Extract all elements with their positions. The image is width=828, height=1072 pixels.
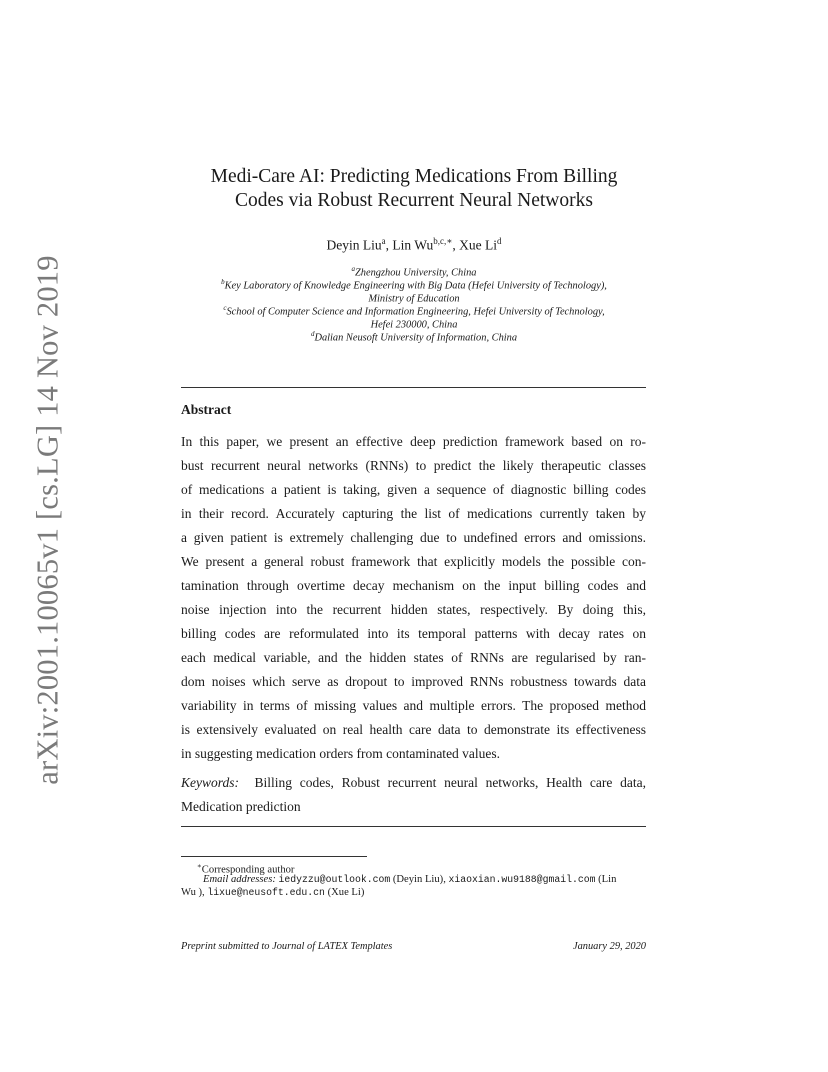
affiliation: Ministry of Education bbox=[368, 293, 460, 305]
abstract-line: noise injection into the recurrent hidden states, respectively. By doing this, bbox=[181, 602, 646, 617]
abstract-line: in their record. Accurately capturing the list of medications currently taken by bbox=[181, 506, 646, 521]
paper-title-line-1: Medi-Care AI: Predicting Medications From Billing bbox=[210, 166, 618, 187]
corresponding-author-note: ∗Corresponding author bbox=[197, 862, 295, 876]
keywords-line-2: Medication prediction bbox=[181, 799, 301, 814]
abstract-line: is extensively evaluated on real health care data to demonstrate its effectiveness bbox=[181, 722, 646, 737]
bottom-divider bbox=[181, 826, 646, 827]
email-label: Email addresses: bbox=[203, 874, 276, 885]
keywords-label: Keywords: bbox=[181, 775, 239, 790]
email-link[interactable]: iedyzzu@outlook.com bbox=[278, 874, 391, 885]
email-link[interactable]: xiaoxian.wu9188@gmail.com bbox=[448, 874, 596, 885]
abstract-line: of medications a patient is taking, given a sequence of diagnostic billing codes bbox=[181, 482, 646, 497]
top-divider bbox=[181, 387, 646, 388]
email-link[interactable]: lixue@neusoft.edu.cn bbox=[207, 887, 325, 898]
affiliation: $^c$School of Computer Science and Information Engineering, Hefei University of Technology, bbox=[223, 304, 605, 318]
footer-journal: Preprint submitted to Journal of LATEX Templates bbox=[181, 941, 393, 952]
affiliation: $^d$Dalian Neusoft University of Information, China bbox=[310, 330, 518, 344]
abstract-line: each medical variable, and the hidden states of RNNs are regularised by ran- bbox=[181, 650, 646, 665]
abstract-line: bust recurrent neural networks (RNNs) to predict the likely therapeutic classes bbox=[181, 458, 646, 473]
abstract-line: We present a general robust framework that explicitly models the possible con- bbox=[181, 554, 646, 569]
author-affil-mark: b,c,∗ bbox=[433, 236, 453, 246]
abstract-line: a given patient is extremely challenging due to undefined errors and omissions. bbox=[181, 530, 646, 545]
affiliation: $^b$Key Laboratory of Knowledge Engineering with Big Data (Hefei University of Technology), bbox=[221, 278, 607, 292]
abstract-line: variability in terms of missing values and multiple errors. The proposed method bbox=[181, 698, 646, 713]
abstract-line: In this paper, we present an effective deep prediction framework based on ro- bbox=[181, 434, 646, 449]
footnote-rule bbox=[181, 856, 367, 857]
keywords-line bbox=[181, 771, 646, 795]
author-affil-mark: d bbox=[496, 236, 502, 246]
email-addresses: Email addresses: iedyzzu@outlook.com (Deyin Liu), xiaoxian.wu9188@gmail.com (Lin bbox=[203, 874, 617, 885]
affiliation: Hefei 230000, China bbox=[370, 319, 458, 331]
abstract-line: tamination through overtime decay mechanism on the input billing codes and bbox=[181, 578, 646, 593]
abstract-heading: Abstract bbox=[181, 402, 232, 417]
author-list: Deyin Liu$^a$, Lin $Wu^{b,c,∗}$, Xue Li$^d$ bbox=[326, 236, 502, 253]
paper-title-line-2: Codes via Robust Recurrent Neural Networks bbox=[235, 190, 593, 211]
author-name: Xue Li bbox=[459, 237, 497, 253]
abstract-line: billing codes are reformulated into its temporal patterns with decay rates on bbox=[181, 626, 646, 641]
author-name: Deyin Liu bbox=[326, 237, 382, 253]
email-addresses-cont: Wu ), lixue@neusoft.edu.cn (Xue Li) bbox=[181, 887, 365, 898]
abstract-line: dom noises which serve as dropout to improved RNNs robustness towards data bbox=[181, 674, 646, 689]
arxiv-id-text: arXiv:2001.10065v1 [cs.LG] 14 Nov 2019 bbox=[30, 255, 65, 785]
author-affil-mark: a bbox=[381, 236, 386, 246]
abstract-line: in suggesting medication orders from contaminated values. bbox=[181, 746, 501, 761]
affiliation: $^a$Zhengzhou University, China bbox=[351, 265, 477, 279]
footer-date: January 29, 2020 bbox=[572, 941, 646, 952]
keywords-text: Billing codes, Robust recurrent neural networks, Health care data, bbox=[254, 775, 646, 790]
author-name: Lin Wu bbox=[392, 237, 434, 253]
